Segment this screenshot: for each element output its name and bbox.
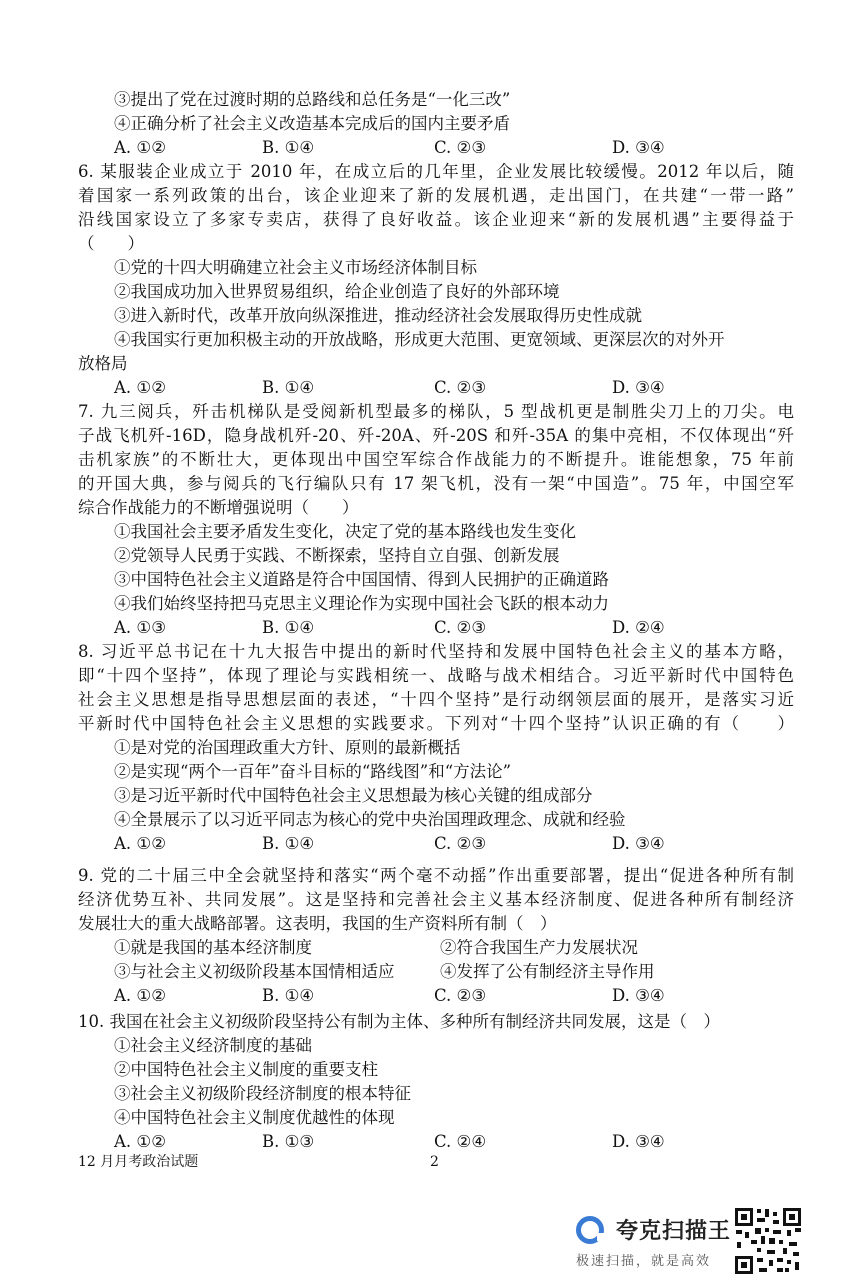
q7-choices (114, 616, 764, 640)
q10-option-4: ④中国特色社会主义制度优越性的体现 (114, 1108, 395, 1127)
q5-choices (114, 136, 764, 160)
qr-code-icon (733, 1206, 803, 1276)
q9-option-2: ②符合我国生产力发展状况 (440, 938, 638, 957)
choice-b: B. ①④ (262, 618, 315, 637)
choice-d: D. ③④ (612, 378, 665, 397)
choice-d: D. ③④ (612, 1132, 665, 1151)
choice-c: C. ②③ (434, 138, 487, 157)
q9-stem-line: 经济优势互补、共同发展”。这是坚持和完善社会主义基本经济制度、促进各种所有制经济 (78, 890, 794, 909)
q8-option-2: ②是实现“两个一百年”奋斗目标的“路线图”和“方法论” (114, 762, 512, 781)
choice-d: D. ③④ (612, 138, 665, 157)
q6-option-2: ②我国成功加入世界贸易组织，给企业创造了良好的外部环境 (114, 282, 560, 301)
q8-choices (114, 832, 764, 856)
choice-b: B. ①③ (262, 1132, 315, 1151)
choice-b: B. ①④ (262, 834, 315, 853)
watermark-brand-name: 夸克扫描王 (616, 1219, 732, 1244)
q5-option-3: ③提出了党在过渡时期的总路线和总任务是“一化三改” (114, 90, 511, 109)
q6-choices (114, 376, 764, 400)
q7-stem-line: 击机家族”的不断壮大，更体现出中国空军综合作战能力的不断提升。谁能想象，75 年前 (78, 450, 794, 469)
choice-b: B. ①④ (262, 378, 315, 397)
choice-c: C. ②③ (434, 618, 487, 637)
q7-stem-line: 7. 九三阅兵，歼击机梯队是受阅新机型最多的梯队，5 型战机更是制胜尖刀上的刀尖。电 (78, 402, 794, 421)
choice-a: A. ①② (114, 1132, 166, 1151)
choice-c: C. ②③ (434, 378, 487, 397)
choice-c: C. ②③ (434, 986, 487, 1005)
q7-stem-line: 的开国大典，参与阅兵的飞行编队只有 17 架飞机，没有一架“中国造”。75 年，中国空军 (78, 474, 794, 493)
q7-stem-line: 子战飞机歼-16D，隐身战机歼-20、歼-20A、歼-20S 和歼-35A 的集中亮相，不仅体现出“歼 (78, 426, 794, 445)
q9-option-3: ③与社会主义初级阶段基本国情相适应 (114, 962, 395, 981)
q6-answer-blank: （ ） (78, 234, 144, 253)
q6-option-4-cont: 放格局 (78, 354, 128, 373)
q6-option-1: ①党的十四大明确建立社会主义市场经济体制目标 (114, 258, 477, 277)
q7-option-4: ④我们始终坚持把马克思主义理论作为实现中国社会飞跃的根本动力 (114, 594, 609, 613)
q10-option-1: ①社会主义经济制度的基础 (114, 1036, 312, 1055)
q6-option-3: ③进入新时代，改革开放向纵深推进，推动经济社会发展取得历史性成就 (114, 306, 642, 325)
choice-c: C. ②③ (434, 834, 487, 853)
q10-stem: 10. 我国在社会主义初级阶段坚持公有制为主体、多种所有制经济共同发展，这是（ ） (78, 1012, 720, 1031)
choice-b: B. ①④ (262, 986, 315, 1005)
q9-options-row-2 (114, 960, 764, 984)
q8-stem-line: 即“十四个坚持”，体现了理论与实践相统一、战略与战术相结合。习近平新时代中国特色 (78, 666, 794, 685)
q6-stem-line: 沿线国家设立了多家专卖店，获得了良好收益。该企业迎来“新的发展机遇”主要得益于 (78, 210, 794, 229)
q7-option-1: ①我国社会主要矛盾发生变化，决定了党的基本路线也发生变化 (114, 522, 576, 541)
choice-d: D. ③④ (612, 986, 665, 1005)
choice-d: D. ③④ (612, 834, 665, 853)
q8-option-4: ④全景展示了以习近平同志为核心的党中央治国理政理念、成就和经验 (114, 810, 626, 829)
q8-stem-line: 社会主义思想是指导思想层面的表述，“十四个坚持”是行动纲领层面的展开，是落实习近 (78, 690, 794, 709)
q8-stem-line: 8. 习近平总书记在十九大报告中提出的新时代坚持和发展中国特色社会主义的基本方略， (78, 642, 794, 661)
choice-b: B. ①④ (262, 138, 315, 157)
q10-choices (114, 1130, 764, 1154)
q9-options-row-1 (114, 936, 764, 960)
q7-option-3: ③中国特色社会主义道路是符合中国国情、得到人民拥护的正确道路 (114, 570, 609, 589)
q10-option-2: ②中国特色社会主义制度的重要支柱 (114, 1060, 378, 1079)
choice-a: A. ①② (114, 834, 166, 853)
choice-a: A. ①② (114, 378, 166, 397)
quark-logo-icon (576, 1216, 604, 1244)
choice-c: C. ②④ (434, 1132, 487, 1151)
q6-option-4: ④我国实行更加积极主动的开放战略，形成更大范围、更宽领域、更深层次的对外开 (114, 330, 725, 349)
q8-option-1: ①是对党的治国理政重大方针、原则的最新概括 (114, 738, 461, 757)
q6-stem-line: 6. 某服装企业成立于 2010 年，在成立后的几年里，企业发展比较缓慢。2012 年以后，随 (78, 162, 794, 181)
q7-stem-last: 综合作战能力的不断增强说明（ ） (78, 498, 359, 517)
choice-a: A. ①② (114, 138, 166, 157)
q6-stem-line: 着国家一系列政策的出台，该企业迎来了新的发展机遇，走出国门，在共建“一带一路” (78, 186, 794, 205)
q9-choices (114, 984, 764, 1008)
choice-d: D. ②④ (612, 618, 665, 637)
footer-exam-title: 12 月月考政治试题 (78, 1154, 199, 1170)
q9-option-4: ④发挥了公有制经济主导作用 (440, 962, 655, 981)
footer-page-number: 2 (430, 1154, 439, 1170)
choice-a: A. ①③ (114, 618, 166, 637)
q9-option-1: ①就是我国的基本经济制度 (114, 938, 312, 957)
q9-stem-last: 发展壮大的重大战略部署。这表明，我国的生产资料所有制（ ） (78, 914, 557, 933)
q10-option-3: ③社会主义初级阶段经济制度的根本特征 (114, 1084, 411, 1103)
q7-option-2: ②党领导人民勇于实践、不断探索，坚持自立自强、创新发展 (114, 546, 560, 565)
scanner-watermark (572, 1212, 867, 1272)
q8-stem-line: 平新时代中国特色社会主义思想的实践要求。下列对“十四个坚持”认识正确的有（ ） (78, 714, 794, 733)
choice-a: A. ①② (114, 986, 166, 1005)
q5-option-4: ④正确分析了社会主义改造基本完成后的国内主要矛盾 (114, 114, 510, 133)
q9-stem-line: 9. 党的二十届三中全会就坚持和落实“两个毫不动摇”作出重要部署，提出“促进各种所有制 (78, 866, 794, 885)
watermark-slogan: 极速扫描，就是高效 (576, 1254, 712, 1269)
q8-option-3: ③是习近平新时代中国特色社会主义思想最为核心关键的组成部分 (114, 786, 593, 805)
